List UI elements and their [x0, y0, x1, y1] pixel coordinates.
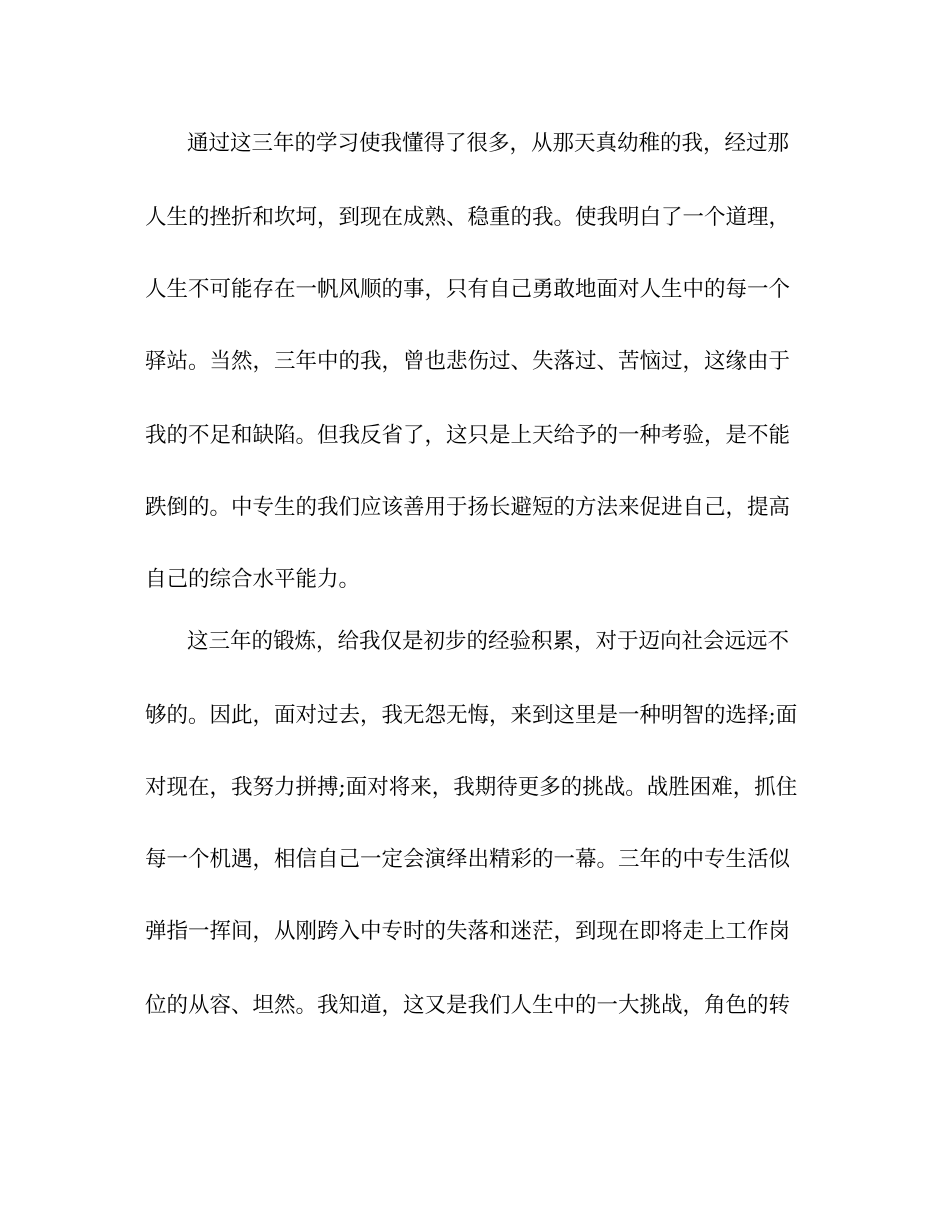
paragraph-2-line-3: 对现在，我努力拼搏;面对将来，我期待更多的挑战。战胜困难，抓住: [145, 775, 798, 800]
paragraph-2-line-6: 位的从容、坦然。我知道，这又是我们人生中的一大挑战，角色的转: [145, 993, 791, 1018]
paragraph-1-line-6: 跌倒的。中专生的我们应该善用于扬长避短的方法来促进自己，提高: [145, 495, 791, 520]
paragraph-2-line-2: 够的。因此，面对过去，我无怨无悔，来到这里是一种明智的选择;面: [145, 703, 798, 728]
paragraph-1-line-1: 通过这三年的学习使我懂得了很多，从那天真幼稚的我，经过那: [187, 131, 790, 156]
paragraph-2-line-4: 每一个机遇，相信自己一定会演绎出精彩的一幕。三年的中专生活似: [145, 847, 791, 872]
paragraph-1-line-4: 驿站。当然，三年中的我，曾也悲伤过、失落过、苦恼过，这缘由于: [145, 349, 791, 374]
paragraph-1-line-5: 我的不足和缺陷。但我反省了，这只是上天给予的一种考验，是不能: [145, 423, 791, 448]
paragraph-1-line-2: 人生的挫折和坎坷，到现在成熟、稳重的我。使我明白了一个道理，: [145, 205, 791, 230]
paragraph-2-line-1: 这三年的锻炼，给我仅是初步的经验积累，对于迈向社会远远不: [187, 629, 790, 654]
paragraph-1-line-7: 自己的综合水平能力。: [145, 567, 361, 592]
paragraph-2-line-5: 弹指一挥间，从刚跨入中专时的失落和迷茫，到现在即将走上工作岗: [145, 919, 791, 944]
paragraph-1-line-3: 人生不可能存在一帆风顺的事，只有自己勇敢地面对人生中的每一个: [145, 277, 791, 302]
